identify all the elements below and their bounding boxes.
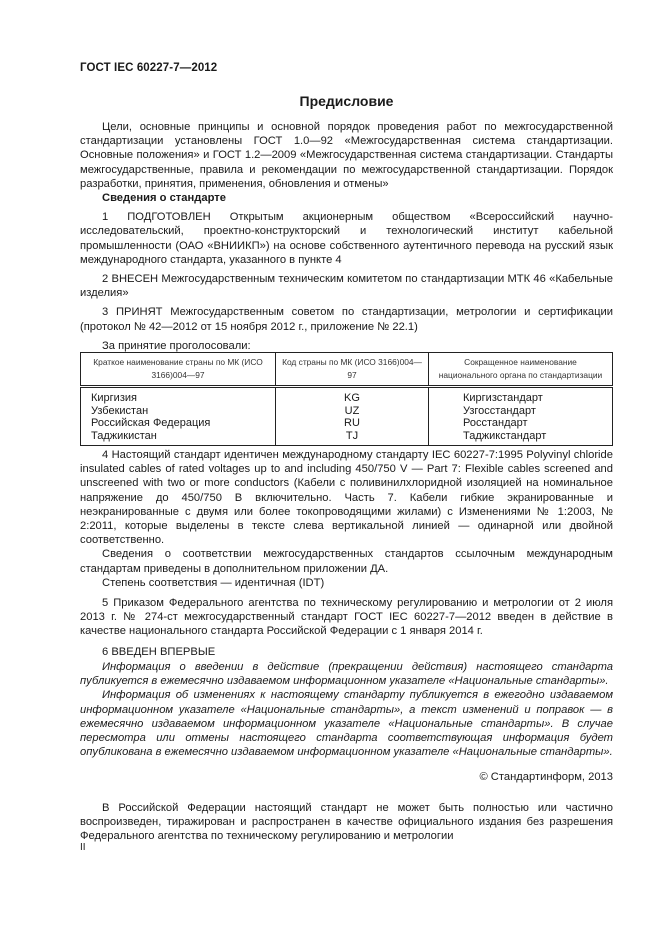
voting-table-header (81, 353, 613, 387)
country-code: UZ (276, 405, 429, 418)
info-item-5: 5 Приказом Федерального агентства по техническому регулированию и метрологии от 2 июля 2013 г. № 274-ст межгосударственный стандарт ГОСТ IEC 60227-7—2012 введен в действие в качестве национального стандарта Российской Федерации с 1 января 2014 г. (80, 597, 613, 638)
standards-body: Таджикстандарт (429, 430, 613, 446)
table-row (81, 417, 613, 430)
item-4-degree: Степень соответствия — идентичная (IDT) (102, 576, 325, 589)
item-4-note: Сведения о соответствии межгосударственных стандартов ссылочным международным стандартам приведены в дополнительном приложении ДА. (80, 548, 613, 575)
notice-para-1: Информация о введении в действие (прекращении действия) настоящего стандарта публикуется в ежемесячно издаваемом информационном указателе «Национальные стандарты». (80, 661, 613, 688)
header-country: Краткое наименование страны по МК (ИСО 3166)004—97 (81, 353, 276, 387)
preface-title: Предисловие (299, 93, 394, 109)
rights-notice (80, 801, 613, 844)
header-body: Сокращенное наименование национального органа по стандартизации (429, 353, 613, 387)
header-code: Код страны по МК (ИСО 3166)004—97 (276, 353, 429, 387)
country-name: Российская Федерация (81, 417, 276, 430)
copyright: © Стандартинформ, 2013 (479, 771, 613, 783)
info-item-3: 3 ПРИНЯТ Межгосударственным советом по стандартизации, метрологии и сертификации (протокол № 42—2012 от 15 ноября 2012 г., приложение № 22.1) (80, 306, 613, 333)
items-after-table (80, 448, 613, 659)
table-row (81, 387, 613, 405)
standards-body: Узгосстандарт (429, 405, 613, 418)
info-item-2: 2 ВНЕСЕН Межгосударственным техническим комитетом по стандартизации МТК 46 «Кабельные изделия» (80, 273, 613, 300)
country-name: Киргизия (81, 387, 276, 405)
table-row (81, 405, 613, 418)
country-name: Узбекистан (81, 405, 276, 418)
country-code: KG (276, 387, 429, 405)
notice-para-2: Информация об изменениях к настоящему стандарту публикуется в ежегодно издаваемом информационном указателе «Национальные стандарты», а текст изменений и поправок — в ежемесячно издаваемом информационном указателе «Национальные стандарты». В случае пересмотра или отмены настоящего стандарта соответствующая информация будет опубликована в ежемесячно издаваемом информационном указателе «Национальные стандарты». (80, 689, 613, 759)
standard-info-heading: Сведения о стандарте (102, 192, 226, 204)
country-code: TJ (276, 430, 429, 446)
preface-intro-text: Цели, основные принципы и основной порядок проведения работ по межгосударственной стандартизации установлены ГОСТ 1.0—92 «Межгосударственная система стандартизации. Основные положения» и ГОСТ 1.2—2009 «Межгосударственная система стандартизации. Стандарты межгосударственные, правила и рекомендации по межгосударственной стандартизации. Порядок разработки, принятия, применения, обновления и отмены» (80, 121, 613, 190)
page-number: II (80, 842, 86, 853)
document-id: ГОСТ IEC 60227-7—2012 (80, 62, 218, 74)
info-item-6: 6 ВВЕДЕН ВПЕРВЫЕ (102, 645, 216, 658)
standard-info (80, 191, 613, 353)
info-item-4: 4 Настоящий стандарт идентичен международному стандарту IEC 60227-7:1995 Polyvinyl chloride insulated cables of rated voltages up to and including 450/750 V — Part 7: Flexible cables screened and unscreened with two or more conductors (Кабели с поливинилхлоридной изоляцией на номинальное напряжение до 450/750 В включительно. Часть 7. Кабели гибкие экранированные и неэкранированные с двумя или более токопроводящими жилами) с Изменениями № 1:2003, № 2:2011, которые выделены в тексте слева вертикальной линией — одинарной или двойной соответственно. (80, 449, 613, 547)
voting-table (80, 352, 613, 446)
standards-body: Росстандарт (429, 417, 613, 430)
publication-notice (80, 660, 613, 759)
table-row (81, 430, 613, 446)
country-code: RU (276, 417, 429, 430)
rights-text: В Российской Федерации настоящий стандарт не может быть полностью или частично воспроизведен, тиражирован и распространен в качестве официального издания без разрешения Федерального агентства по техническому регулированию и метрологии (80, 802, 613, 843)
info-item-1: 1 ПОДГОТОВЛЕН Открытым акционерным обществом «Всероссийский научно-исследовательский, проектно-конструкторский и технологический институт кабельной промышленности (ОАО «ВНИИКП») на основе собственного аутентичного перевода на русский язык международного стандарта, указанного в пункте 4 (80, 211, 613, 266)
vote-label: За принятие проголосовали: (102, 339, 251, 352)
standards-body: Киргизстандарт (429, 387, 613, 405)
country-name: Таджикистан (81, 430, 276, 446)
preface-intro (80, 120, 613, 191)
